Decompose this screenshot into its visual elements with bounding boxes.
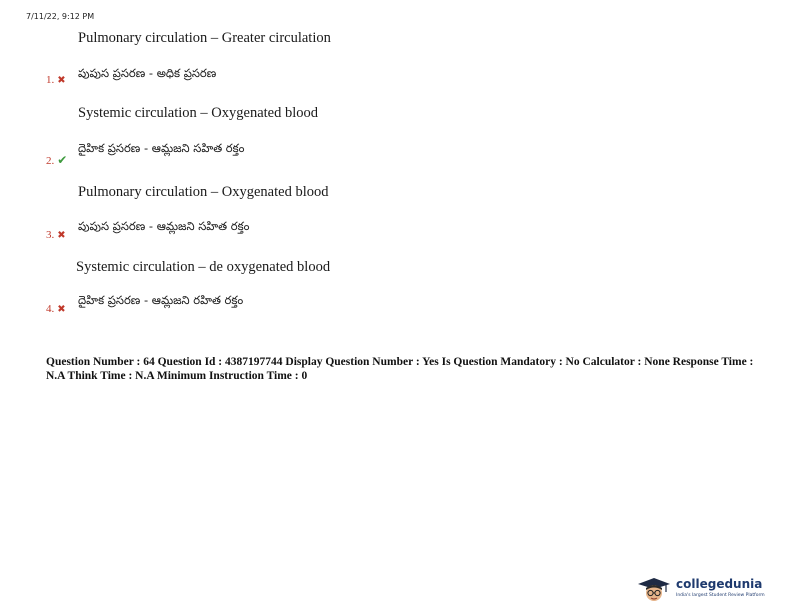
brand-name: collegedunia xyxy=(676,577,763,591)
option-1 xyxy=(0,30,792,100)
option-number: 3. ✖ xyxy=(46,229,66,241)
cross-icon: ✖ xyxy=(57,304,66,315)
cross-icon: ✖ xyxy=(57,75,66,86)
cross-icon: ✖ xyxy=(57,230,66,241)
option-3 xyxy=(0,184,792,254)
option-telugu-text: దైహిక ప్రసరణ - ఆమ్లజని సహిత రక్తం xyxy=(78,141,245,155)
brand-tagline: India's largest Student Review Platform xyxy=(676,593,765,598)
option-number: 1. ✖ xyxy=(46,74,66,86)
option-english-text: Systemic circulation – de oxygenated blood xyxy=(76,259,331,275)
question-metadata: Question Number : 64 Question Id : 4387197744 Display Question Number : Yes Is Question Mandatory : No Calculator : None Response Time : N.A Think Time : N.A Minimum Instruction Time : 0 xyxy=(46,356,754,382)
option-4 xyxy=(0,259,792,329)
check-icon: ✔ xyxy=(57,153,68,167)
option-english-text: Pulmonary circulation – Oxygenated blood xyxy=(78,184,329,200)
option-telugu-text: పుపుస ప్రసరణ - ఆమ్లజని సహిత రక్తం xyxy=(78,219,250,233)
print-timestamp: 7/11/22, 9:12 PM xyxy=(26,12,95,21)
option-number: 4. ✖ xyxy=(46,303,66,315)
option-2 xyxy=(0,105,792,175)
option-telugu-text: పుపుస ప్రసరణ - అధిక ప్రసరణ xyxy=(78,66,217,80)
option-number: 2. ✔ xyxy=(46,153,68,167)
option-telugu-text: దైహిక ప్రసరణ - ఆమ్లజని రహిత రక్తం xyxy=(78,293,244,307)
brand-logo xyxy=(636,574,786,606)
student-avatar-icon xyxy=(636,576,672,604)
option-english-text: Systemic circulation – Oxygenated blood xyxy=(78,105,319,121)
option-english-text: Pulmonary circulation – Greater circulation xyxy=(78,30,331,46)
